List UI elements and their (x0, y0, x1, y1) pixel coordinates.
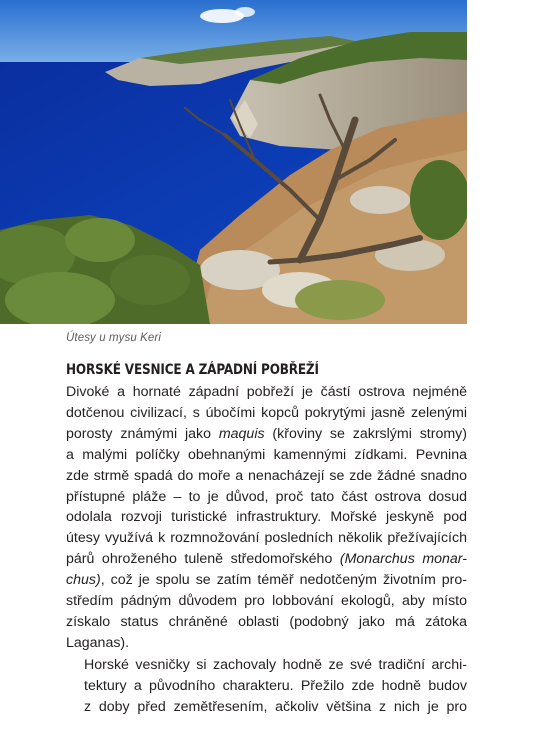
coastal-cliffs-photo (0, 0, 467, 324)
text-line: tektury a původního charakteru. Přežilo zde hodně budov (84, 677, 467, 694)
text-line: středím pádným důvodem pro lobbování ekologů, aby místo (66, 593, 467, 610)
text-line: Divoké a hornaté západní pobřeží je částí ostrova nejméně (66, 384, 467, 400)
italic-term: chus) (66, 572, 101, 589)
text-line: Horské vesničky si zachovaly hodně ze své tradiční archi- (84, 656, 467, 673)
italic-term: maquis (218, 425, 265, 442)
text-line: a malými políčky obehnanými kamennými zídkami. Pevnina (66, 446, 467, 463)
text-line: útesy využívá k rozmnožování posledních několik přežívajících (66, 530, 467, 547)
text-line: dotčenou civilizací, s úbočími kopců pokrytými jasně zelenými (66, 404, 467, 421)
text-line: přístupné pláže – to je důvod, proč tato část ostrova dosud (66, 488, 467, 505)
text-line: chus), což je spolu se zatím téměř nedotčeným životním pro- (66, 572, 467, 589)
text-line: párů ohroženého tuleně středomořského (Monarchus monar- (66, 551, 468, 568)
text-line: Laganas). (66, 634, 130, 651)
text-line: z doby před zemětřesením, ačkoliv většina z nich je pro (84, 698, 467, 715)
text-line: získalo status chráněné oblasti (podobný jako má zátoka (66, 613, 467, 630)
text-line: odolala rozvoji turistické infrastruktury. Mořské jeskyně pod (66, 509, 467, 526)
italic-term: (Monarchus monar- (339, 551, 468, 568)
article-body (66, 382, 467, 718)
text-line: porosty známými jako maquis (křoviny se zakrslými stromy) (66, 425, 467, 442)
photo-caption: Útesy u mysu Keri (66, 332, 162, 344)
paragraph (66, 382, 467, 654)
paragraph (66, 655, 467, 718)
text-line: zde strmě spadá do moře a nenacházejí se zde žádné snadno (66, 467, 467, 484)
section-heading: HORSKÉ VESNICE A ZÁPADNÍ POBŘEŽÍ (66, 362, 319, 378)
